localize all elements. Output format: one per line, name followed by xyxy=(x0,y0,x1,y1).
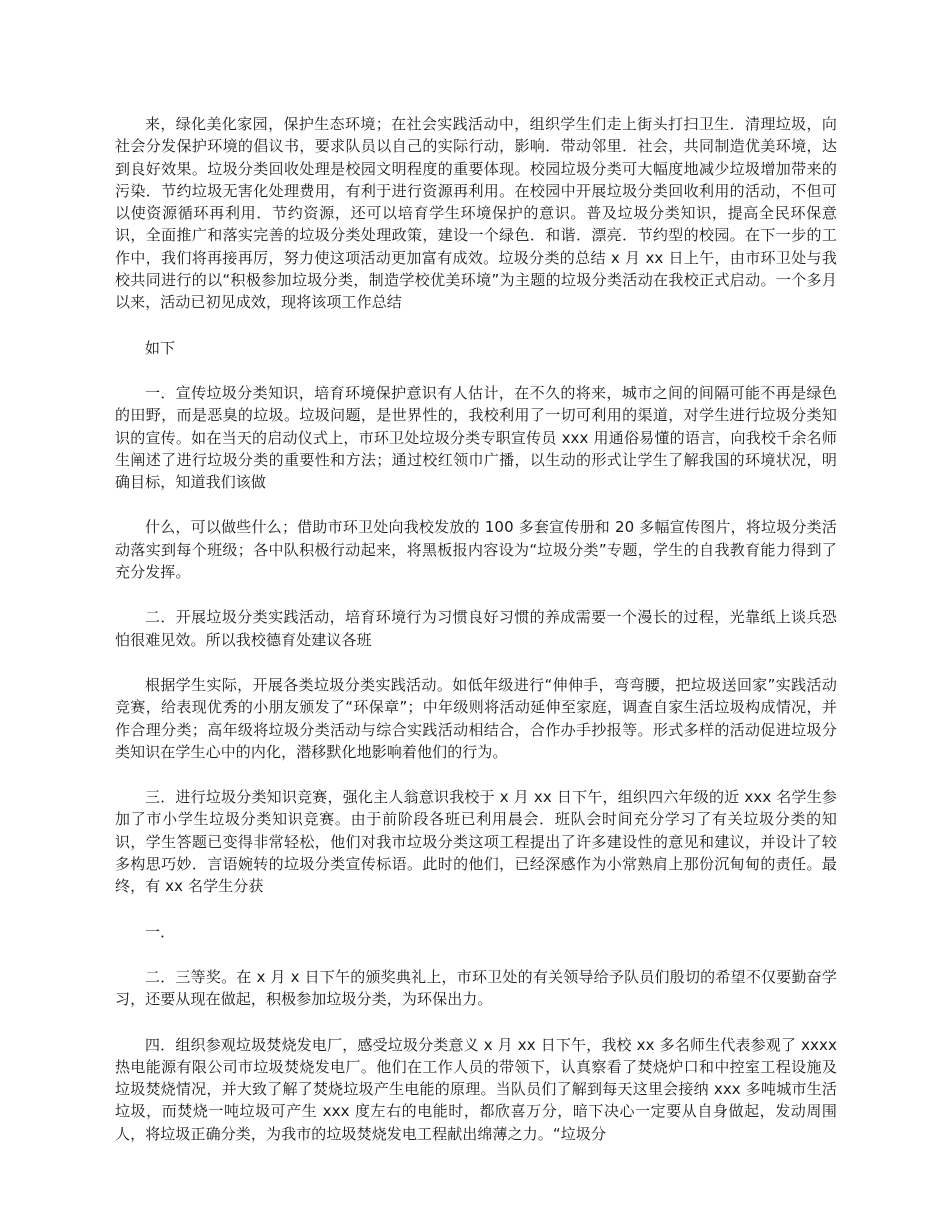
document-body xyxy=(115,113,837,1145)
paragraph-section-two: 二．开展垃圾分类实践活动，培育环境行为习惯良好习惯的养成需要一个漫长的过程，光靠纸上谈兵恐怕很难见效。所以我校德育处建议各班 xyxy=(115,608,837,649)
paragraph-intro: 来，绿化美化家园，保护生态环境；在社会实践活动中，组织学生们走上街头打扫卫生．清理垃圾，向社会分发保护环境的倡议书，要求队员以自己的实际行动，影响．带动邻里．社会，共同制造优美环境，达到良好效果。垃圾分类回收处理是校园文明程度的重要体现。校园垃圾分类可大幅度地减少垃圾增加带来的污染．节约垃圾无害化处理费用，有利于进行资源再利用。在校园中开展垃圾分类回收利用的活动，不但可以使资源循环再利用．节约资源，还可以培育学生环境保护的意识。普及垃圾分类知识，提高全民环保意识，全面推广和落实完善的垃圾分类处理政策，建设一个绿色．和谐．漂亮．节约型的校园。在下一步的工作中，我们将再接再厉，努力使这项活动更加富有成效。垃圾分类的总结 x 月 xx 日上午，由市环卫处与我校共同进行的以“积极参加垃圾分类，制造学校优美环境”为主题的垃圾分类活动在我校正式启动。一个多月以来，活动已初见成效，现将该项工作总结 xyxy=(115,115,837,312)
paragraph-prize-one: 一． xyxy=(145,922,176,941)
paragraph-prize-two-three: 二．三等奖。在 x 月 x 日下午的颁奖典礼上，市环卫处的有关领导给予队员们殷切的希望不仅要勤奋学习，还要从现在做起，积极参加垃圾分类，为环保出力。 xyxy=(115,967,837,1009)
paragraph-section-two-cont: 根据学生实际，开展各类垃圾分类实践活动。如低年级进行“伸伸手，弯弯腰，把垃圾送回家”实践活动竞赛，给表现优秀的小朋友颁发了“环保章”；中年级则将活动延伸至家庭，调查自家生活垃圾构成情况，并作合理分类；高年级将垃圾分类活动与综合实践活动相结合，合作办手抄报等。形式多样的活动促进垃圾分类知识在学生心中的内化，潜移默化地影响着他们的行为。 xyxy=(115,675,837,761)
paragraph-section-one: 一．宣传垃圾分类知识，培育环境保护意识有人估计，在不久的将来，城市之间的间隔可能不再是绿色的田野，而是恶臭的垃圾。垃圾问题，是世界性的，我校利用了一切可利用的渠道，对学生进行垃圾分类知识的宣传。如在当天的启动仪式上，市环卫处垃圾分类专职宣传员 xxx 用通俗易懂的语言，向我校千余名师生阐述了进行垃圾分类的重要性和方法；通过校红领巾广播，以生动的形式让学生了解我国的环境状况，明确目标，知道我们该做 xyxy=(115,383,837,492)
paragraph-section-one-cont: 什么，可以做些什么；借助市环卫处向我校发放的 100 多套宣传册和 20 多幅宣传图片，将垃圾分类活动落实到每个班级；各中队积极行动起来，将黑板报内容设为“垃圾分类”专题，学生的自我教育能力得到了充分发挥。 xyxy=(115,518,837,582)
paragraph-section-four: 四．组织参观垃圾焚烧发电厂，感受垃圾分类意义 x 月 xx 日下午，我校 xx 多名师生代表参观了 xxxx 热电能源有限公司市垃圾焚烧发电厂。他们在工作人员的带领下，认真察看了焚烧炉口和中控室工程设施及垃圾焚烧情况，并大致了解了焚烧垃圾产生电能的原理。当队员们了解到每天这里会接纳 xxx 多吨城市生活垃圾，而焚烧一吨垃圾可产生 xxx 度左右的电能时，都欣喜万分，暗下决心一定要从自身做起，发动周围人，将垃圾正确分类，为我市的垃圾焚烧发电工程献出绵薄之力。“垃圾分 xyxy=(115,1035,837,1143)
paragraph-section-three: 三．进行垃圾分类知识竞赛，强化主人翁意识我校于 x 月 xx 日下午，组织四六年级的近 xxx 名学生参加了市小学生垃圾分类知识竞赛。由于前阶段各班已利用晨会．班队会时间充分学习了有关垃圾分类的知识，学生答题已变得非常轻松，他们对我市垃圾分类这项工程提出了许多建设性的意见和建议，并设计了较多构思巧妙．言语婉转的垃圾分类宣传标语。此时的他们，已经深感作为小常熟肩上那份沉甸甸的责任。最终，有 xx 名学生分获 xyxy=(115,788,837,896)
paragraph-as-follows: 如下 xyxy=(145,338,176,357)
